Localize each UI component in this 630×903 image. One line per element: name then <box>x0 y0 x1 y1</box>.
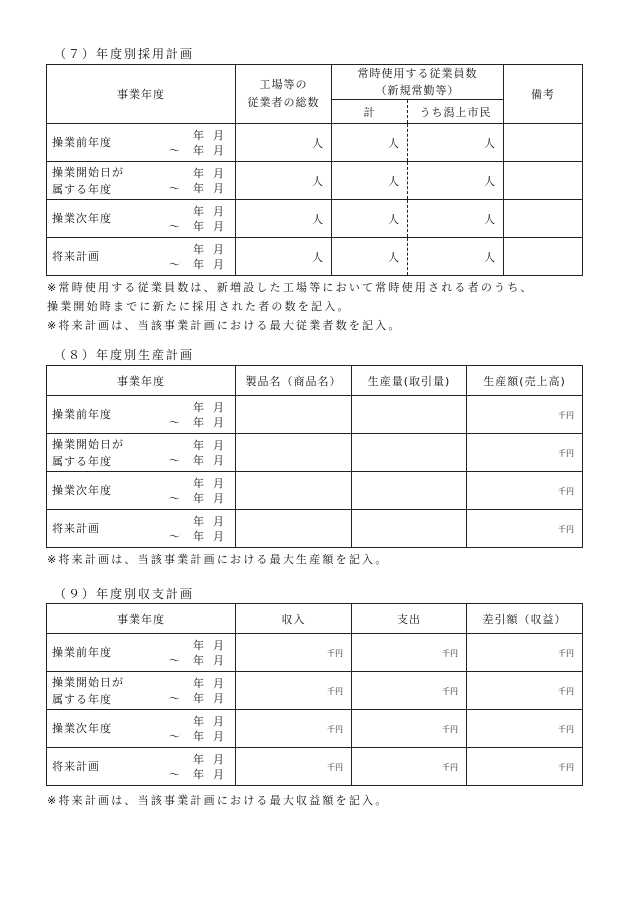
production-plan-table <box>46 365 583 548</box>
section-8-title: （８）年度別生産計画 <box>54 348 195 362</box>
income-cell[interactable]: 千円 <box>236 634 352 672</box>
hiring-plan-table <box>46 64 583 276</box>
section-8-note: ※将来計画は、当該事業計画における最大生産額を記入。 <box>47 553 389 566</box>
period-cell: 年月 ～ 年月 <box>133 162 236 200</box>
period-cell: 年月 ～ 年月 <box>133 710 236 748</box>
balance-cell[interactable]: 千円 <box>467 634 583 672</box>
total-workers-cell[interactable]: 人 <box>236 124 332 162</box>
employees-total-cell[interactable]: 人 <box>332 200 408 238</box>
row-label: 操業次年度 <box>47 472 133 510</box>
header-balance: 差引額（収益） <box>467 604 583 634</box>
header-total: 計 <box>332 100 408 124</box>
product-name-cell[interactable] <box>236 472 352 510</box>
header-income: 収入 <box>236 604 352 634</box>
period-cell: 年月 ～ 年月 <box>133 396 236 434</box>
production-volume-cell[interactable] <box>352 434 467 472</box>
period-cell: 年月 ～ 年月 <box>133 634 236 672</box>
section-9-note: ※将来計画は、当該事業計画における最大収益額を記入。 <box>47 794 389 807</box>
expense-cell[interactable]: 千円 <box>352 748 467 786</box>
row-label: 将来計画 <box>47 510 133 548</box>
period-cell: 年月 ～ 年月 <box>133 124 236 162</box>
balance-cell[interactable]: 千円 <box>467 748 583 786</box>
header-regular-employees: 常時使用する従業員数 （新規常勤等） <box>332 65 504 100</box>
income-plan-table <box>46 603 583 786</box>
remarks-cell[interactable] <box>504 238 583 276</box>
remarks-cell[interactable] <box>504 200 583 238</box>
header-production-amount: 生産額(売上高) <box>467 366 583 396</box>
remarks-cell[interactable] <box>504 162 583 200</box>
production-amount-cell[interactable]: 千円 <box>467 472 583 510</box>
production-volume-cell[interactable] <box>352 510 467 548</box>
period-cell: 年月 ～ 年月 <box>133 510 236 548</box>
total-workers-cell[interactable]: 人 <box>236 162 332 200</box>
header-total-workers: 工場等の 従業者の総数 <box>236 65 332 124</box>
income-cell[interactable]: 千円 <box>236 710 352 748</box>
product-name-cell[interactable] <box>236 510 352 548</box>
balance-cell[interactable]: 千円 <box>467 710 583 748</box>
header-fiscal-year: 事業年度 <box>47 366 236 396</box>
production-volume-cell[interactable] <box>352 472 467 510</box>
product-name-cell[interactable] <box>236 396 352 434</box>
employees-total-cell[interactable]: 人 <box>332 238 408 276</box>
income-cell[interactable]: 千円 <box>236 672 352 710</box>
expense-cell[interactable]: 千円 <box>352 634 467 672</box>
production-amount-cell[interactable]: 千円 <box>467 396 583 434</box>
production-amount-cell[interactable]: 千円 <box>467 510 583 548</box>
row-label: 操業開始日が 属する年度 <box>47 672 133 710</box>
period-cell: 年月 ～ 年月 <box>133 200 236 238</box>
local-employees-cell[interactable]: 人 <box>408 238 504 276</box>
row-label: 将来計画 <box>47 238 133 276</box>
row-label: 操業前年度 <box>47 124 133 162</box>
section-7-title: （７）年度別採用計画 <box>54 47 195 61</box>
local-employees-cell[interactable]: 人 <box>408 124 504 162</box>
header-fiscal-year: 事業年度 <box>47 604 236 634</box>
period-cell: 年月 ～ 年月 <box>133 748 236 786</box>
production-volume-cell[interactable] <box>352 396 467 434</box>
period-cell: 年月 ～ 年月 <box>133 672 236 710</box>
header-production-volume: 生産量(取引量) <box>352 366 467 396</box>
row-label: 操業前年度 <box>47 396 133 434</box>
product-name-cell[interactable] <box>236 434 352 472</box>
remarks-cell[interactable] <box>504 124 583 162</box>
balance-cell[interactable]: 千円 <box>467 672 583 710</box>
production-amount-cell[interactable]: 千円 <box>467 434 583 472</box>
section-9-title: （９）年度別収支計画 <box>54 587 195 601</box>
local-employees-cell[interactable]: 人 <box>408 200 504 238</box>
employees-total-cell[interactable]: 人 <box>332 162 408 200</box>
header-remarks: 備考 <box>504 65 583 124</box>
row-label: 操業開始日が 属する年度 <box>47 434 133 472</box>
total-workers-cell[interactable]: 人 <box>236 238 332 276</box>
row-label: 将来計画 <box>47 748 133 786</box>
row-label: 操業次年度 <box>47 710 133 748</box>
income-cell[interactable]: 千円 <box>236 748 352 786</box>
period-cell: 年月 ～ 年月 <box>133 434 236 472</box>
header-local-residents: うち潟上市民 <box>408 100 504 124</box>
employees-total-cell[interactable]: 人 <box>332 124 408 162</box>
row-label: 操業前年度 <box>47 634 133 672</box>
expense-cell[interactable]: 千円 <box>352 672 467 710</box>
section-7-notes: ※常時使用する従業員数は、新増設した工場等において常時使用される者のうち、 操業開始時までに新たに採用された者の数を記入。 ※将来計画は、当該事業計画における最大従業者数を記入。 <box>47 281 534 332</box>
header-expense: 支出 <box>352 604 467 634</box>
total-workers-cell[interactable]: 人 <box>236 200 332 238</box>
expense-cell[interactable]: 千円 <box>352 710 467 748</box>
row-label: 操業次年度 <box>47 200 133 238</box>
header-fiscal-year: 事業年度 <box>47 65 236 124</box>
row-label: 操業開始日が 属する年度 <box>47 162 133 200</box>
period-cell: 年月 ～ 年月 <box>133 472 236 510</box>
local-employees-cell[interactable]: 人 <box>408 162 504 200</box>
period-cell: 年月 ～ 年月 <box>133 238 236 276</box>
header-product-name: 製品名（商品名） <box>236 366 352 396</box>
